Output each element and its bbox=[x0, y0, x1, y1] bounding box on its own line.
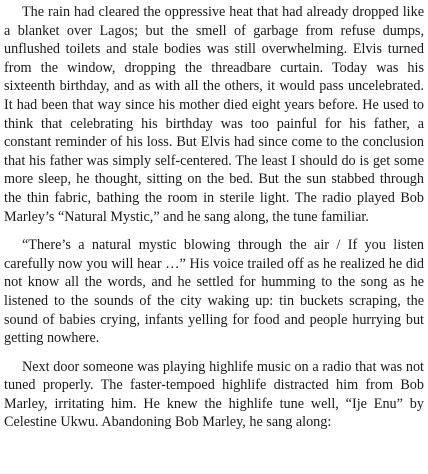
book-page bbox=[4, 3, 424, 442]
paragraph-1: The rain had cleared the oppressive heat that had already dropped like a blanket over Lagos; but the smell of garbage from refuse dumps, unflushed toilets and stale bodies was still overwhelming. Elvis turned from the window, dropping the threadbare curtain. Today was his sixteenth birthday, and as with all the others, it would pass uncelebrated. It had been that way since his mother died eight years before. He used to think that celebrating his birthday was too painful for his father, a constant reminder of his loss. But Elvis had since come to the conclusion that his father was simply self-centered. The least I should do is get some more sleep, he thought, sitting on the bed. But the sun stabbed through the thin fabric, bathing the room in sterile light. The radio played Bob Marley’s “Natural Mystic,” and he sang along, the tune familiar. bbox=[4, 4, 424, 225]
paragraph-2: “There’s a natural mystic blowing through the air / If you listen carefully now you will hear …” His voice trailed off as he realized he did not know all the words, and he settled for humming to the song as he listened to the sounds of the city waking up: tin buckets scraping, the sound of babies crying, infants yelling for food and people hurrying but getting nowhere. bbox=[4, 237, 424, 347]
paragraph-3: Next door someone was playing highlife music on a radio that was not tuned properly. The faster-tempoed highlife distracted him from Bob Marley, irritating him. He knew the highlife tune well, “Ije Enu” by Celestine Ukwu. Abandoning Bob Marley, he sang along: bbox=[4, 358, 424, 431]
